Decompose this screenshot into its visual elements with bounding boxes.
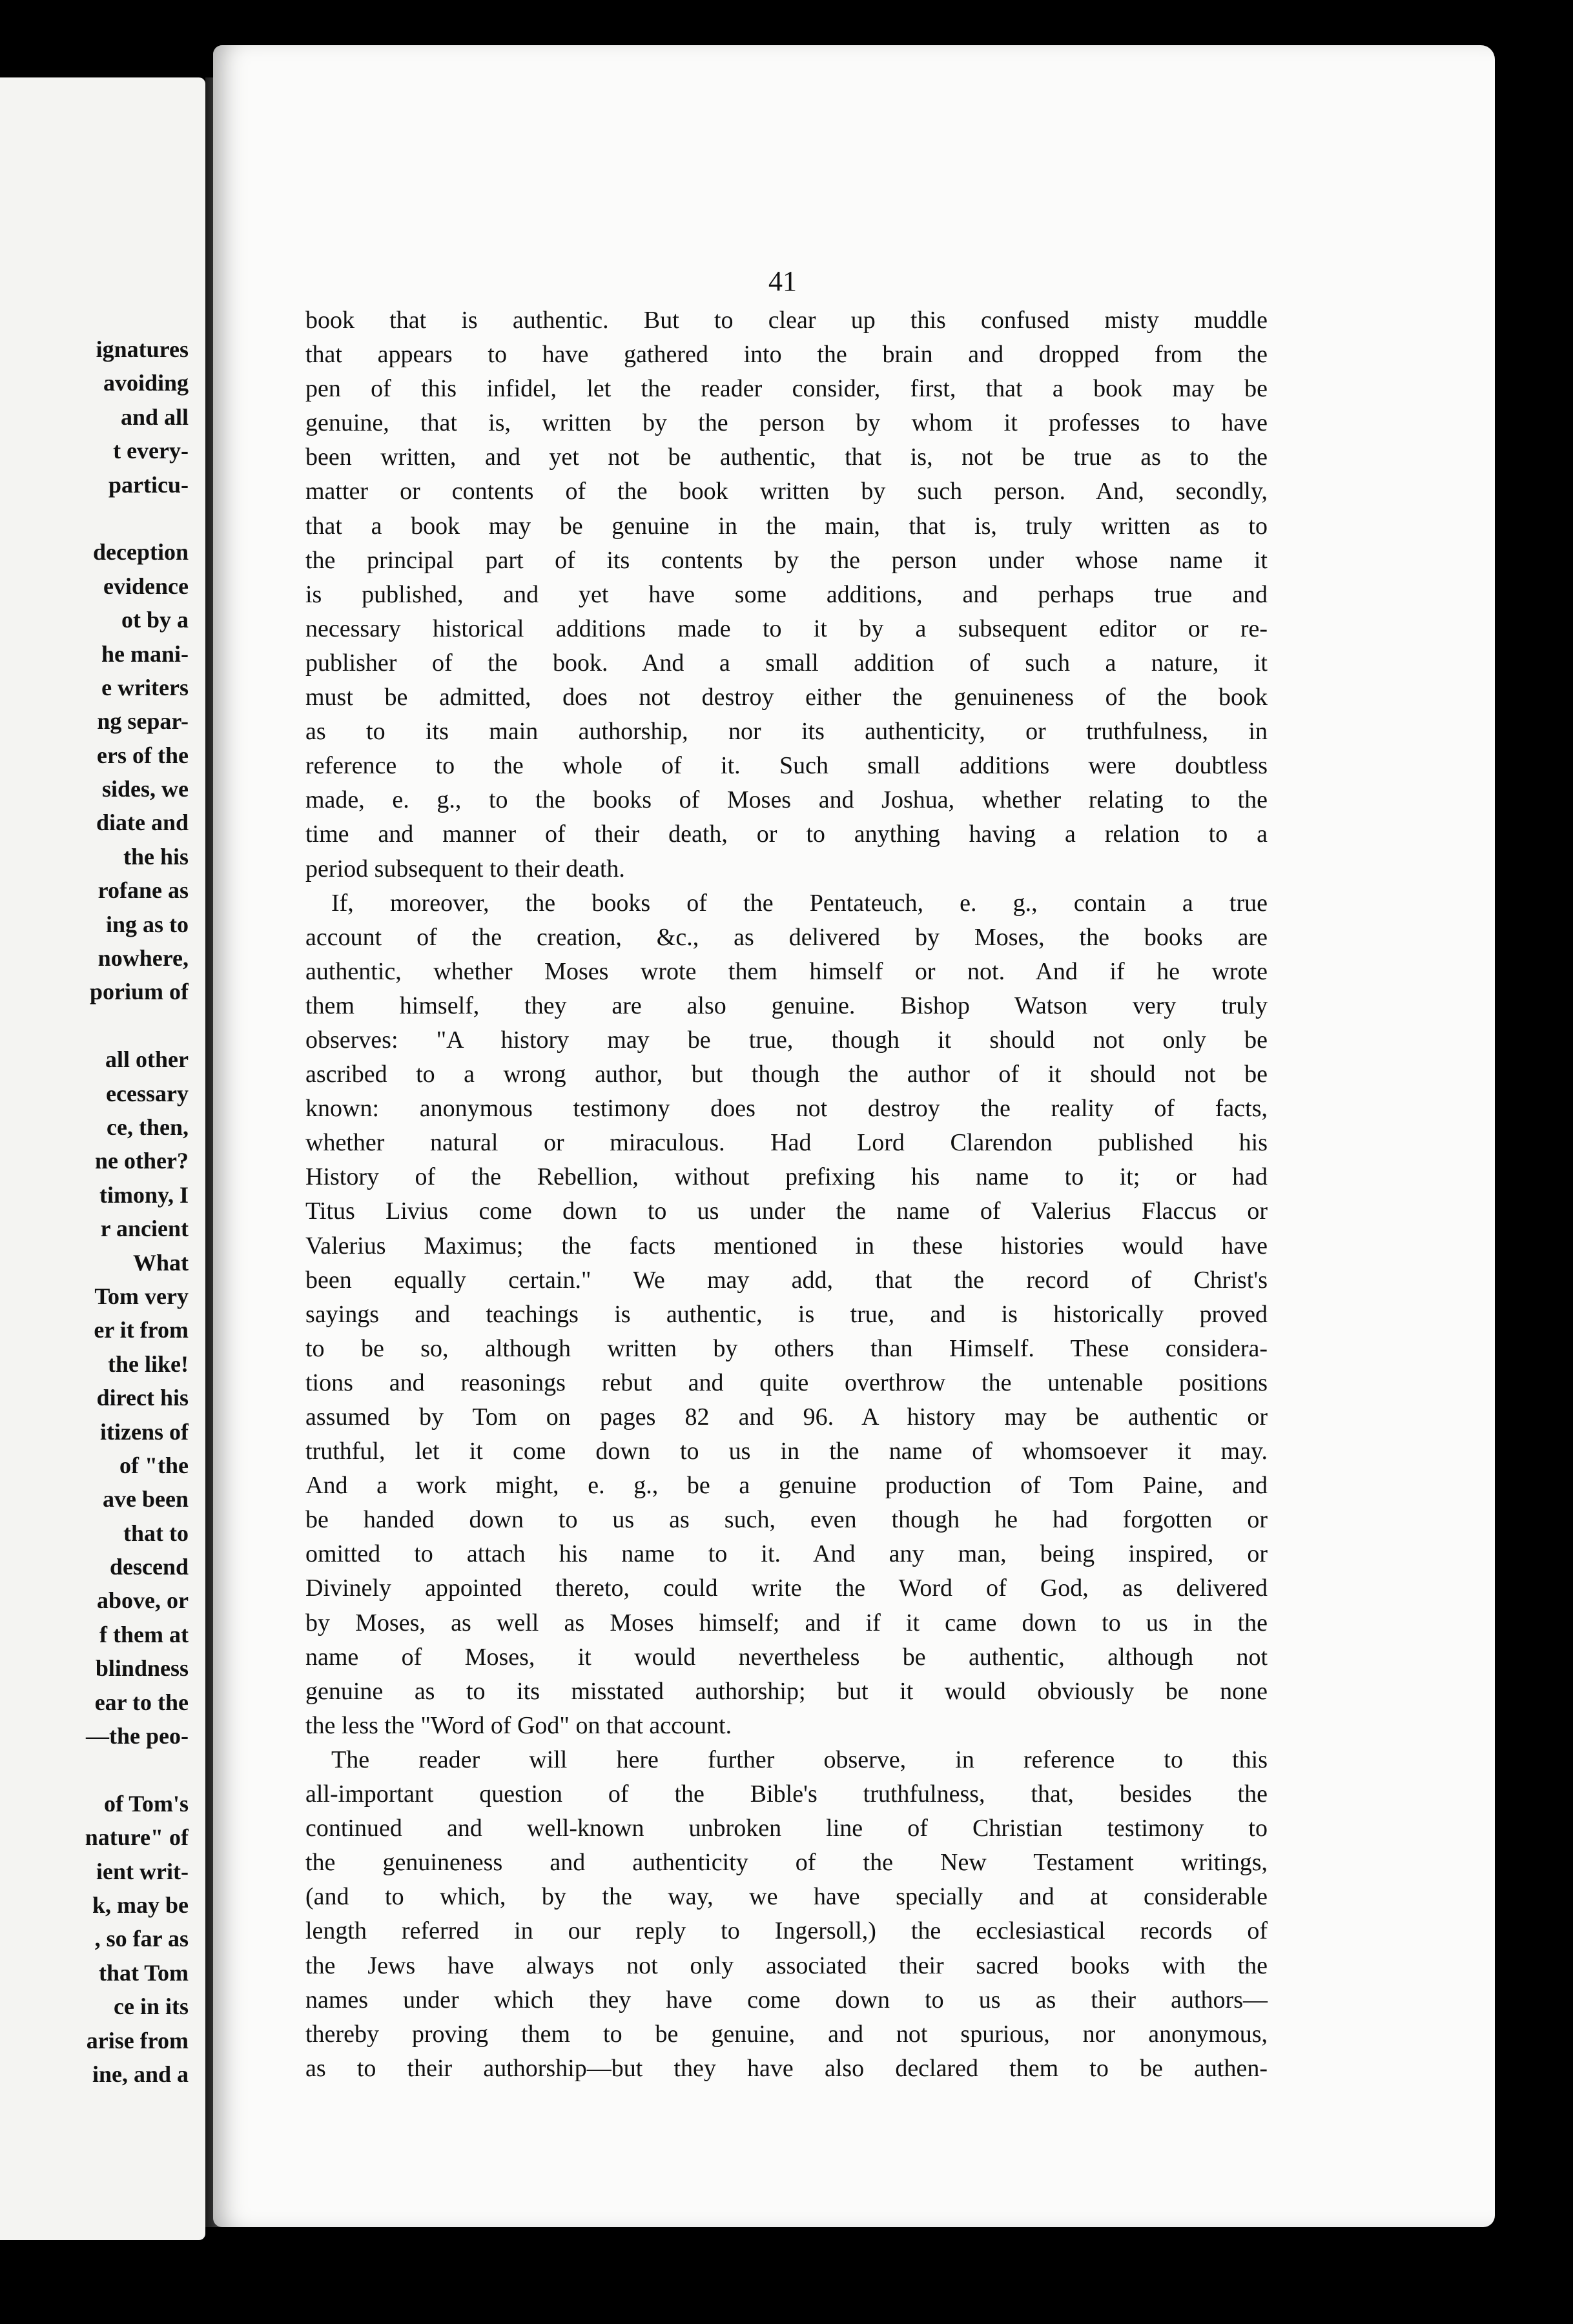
left-page-line [0, 1753, 189, 1786]
text-line: tions and reasonings rebut and quite overthrow the untenable positions [305, 1369, 1268, 1396]
left-page-line: ce, then, [107, 1114, 189, 1140]
text-line: as to its main authorship, nor its authenticity, or truthfulness, in [305, 718, 1268, 746]
text-line: length referred in our reply to Ingersoll,) the ecclesiastical records of [305, 1917, 1268, 1945]
text-line: thereby proving them to be genuine, and not spurious, nor anonymous, [305, 2020, 1268, 2048]
left-page-line: that Tom [98, 1959, 189, 1986]
left-page-fragment [0, 77, 205, 2240]
text-line: known: anonymous testimony does not destroy the reality of facts, [305, 1095, 1268, 1123]
text-line: been equally certain." We may add, that the record of Christ's [305, 1266, 1268, 1294]
left-page-line: arise from [86, 2027, 189, 2054]
text-line: publisher of the book. And a small addition of such a nature, it [305, 649, 1268, 677]
text-line: necessary historical additions made to it by a subsequent editor or re- [305, 615, 1268, 642]
text-line: genuine, that is, written by the person by whom it professes to have [305, 409, 1268, 437]
left-page-line: nowhere, [98, 945, 189, 972]
left-page-line: ear to the [94, 1689, 189, 1715]
text-line: Divinely appointed thereto, could write the Word of God, as delivered [305, 1575, 1268, 1602]
left-page-line: k, may be [92, 1891, 189, 1918]
text-line: the genuineness and authenticity of the New Testament writings, [305, 1849, 1268, 1877]
text-line: genuine as to its misstated authorship; but it would obviously be none [305, 1677, 1268, 1705]
left-page-line: f them at [99, 1621, 189, 1647]
text-line: Titus Livius come down to us under the name of Valerius Flaccus or [305, 1198, 1268, 1225]
text-line: name of Moses, it would nevertheless be authentic, although not [305, 1643, 1268, 1671]
left-page-line: r ancient [100, 1216, 189, 1242]
text-line: as to their authorship—but they have also declared them to be authen- [305, 2054, 1268, 2082]
left-page-line: of Tom's [103, 1790, 189, 1817]
left-page-line: ot by a [121, 607, 189, 633]
text-line: the less the "Word of God" on that account. [305, 1711, 732, 1739]
left-page-line: ine, and a [92, 2061, 189, 2087]
left-page-line: diate and [96, 810, 189, 836]
text-line: pen of this infidel, let the reader consider, first, that a book may be [305, 375, 1268, 403]
left-page-line: direct his [96, 1385, 189, 1411]
text-line: sayings and teachings is authentic, is true, and is historically proved [305, 1300, 1268, 1328]
text-line: is published, and yet have some additions, and perhaps true and [305, 580, 1268, 608]
left-page-line: particu- [108, 471, 189, 498]
text-line: period subsequent to their death. [305, 855, 625, 882]
left-page-line: itizens of [100, 1418, 189, 1445]
text-line: by Moses, as well as Moses himself; and if it came down to us in the [305, 1609, 1268, 1636]
left-page-line: all other [105, 1046, 189, 1073]
text-line: Valerius Maximus; the facts mentioned in these histories would have [305, 1232, 1268, 1259]
text-line: been written, and yet not be authentic, that is, not be true as to the [305, 443, 1268, 471]
text-line: made, e. g., to the books of Moses and Joshua, whether relating to the [305, 786, 1268, 814]
left-page-line: sides, we [102, 776, 189, 802]
text-line: account of the creation, &c., as delivered by Moses, the books are [305, 923, 1268, 951]
left-page-line [0, 1009, 189, 1043]
text-line: names under which they have come down to us as their authors— [305, 1986, 1268, 2013]
left-page-line: and all [120, 403, 189, 430]
text-line: If, moreover, the books of the Pentateuch, e. g., contain a true [331, 889, 1268, 917]
text-line: matter or contents of the book written by such person. And, secondly, [305, 478, 1268, 505]
body-text [305, 303, 1268, 2086]
left-page-line: descend [109, 1554, 189, 1580]
text-line: continued and well-known unbroken line of Christian testimony to [305, 1815, 1268, 1842]
text-line: the principal part of its contents by the person under whose name it [305, 546, 1268, 574]
text-line: The reader will here further observe, in reference to this [331, 1746, 1268, 1773]
left-page-line: er it from [94, 1317, 189, 1343]
left-page-line: he mani- [101, 640, 189, 667]
left-page-line: ecessary [106, 1080, 189, 1106]
left-page-line: of "the [119, 1452, 189, 1478]
left-page-line: blindness [95, 1655, 189, 1682]
left-page-line: avoiding [103, 370, 189, 396]
left-page-line: rofane as [98, 877, 189, 904]
left-page-line: nature" of [85, 1824, 189, 1851]
left-page-line: What [132, 1249, 189, 1276]
text-line: that appears to have gathered into the brain and dropped from the [305, 341, 1268, 369]
text-line: that a book may be genuine in the main, that is, truly written as to [305, 512, 1268, 540]
left-page-line: evidence [103, 573, 189, 599]
text-line: ascribed to a wrong author, but though the author of it should not be [305, 1061, 1268, 1088]
page-number: 41 [768, 265, 797, 297]
left-page-line: ing as to [105, 911, 189, 937]
left-page-line: ient writ- [96, 1858, 189, 1884]
left-page-line: ce in its [114, 1993, 189, 2020]
text-line: (and to which, by the way, we have specially and at considerable [305, 1883, 1268, 1911]
left-page-line: ave been [103, 1486, 189, 1513]
left-page-line: —the peo- [86, 1723, 189, 1749]
left-page-line [0, 502, 189, 535]
text-line: all-important question of the Bible's truthfulness, that, besides the [305, 1780, 1268, 1808]
left-page-line: ers of the [97, 742, 189, 768]
left-page-line: Tom very [94, 1283, 189, 1309]
text-line: must be admitted, does not destroy either the genuineness of the book [305, 684, 1268, 711]
text-line: be handed down to us as such, even though he had forgotten or [305, 1506, 1268, 1534]
left-page-line: above, or [97, 1587, 189, 1614]
left-page-line: the like! [108, 1351, 189, 1377]
text-line: whether natural or miraculous. Had Lord Clarendon published his [305, 1129, 1268, 1157]
left-page-line: ne other? [95, 1148, 189, 1174]
left-page-line: ignatures [96, 336, 189, 362]
left-page-text [0, 332, 189, 2091]
left-page-line: ng separ- [97, 708, 189, 735]
text-line: to be so, although written by others than Himself. These considera- [305, 1334, 1268, 1362]
left-page-line: t every- [113, 438, 189, 464]
text-line: book that is authentic. But to clear up this confused misty muddle [305, 307, 1268, 334]
left-page-line: e writers [101, 674, 189, 700]
left-page-line: , so far as [94, 1926, 189, 1952]
text-line: them himself, they are also genuine. Bishop Watson very truly [305, 992, 1268, 1019]
left-page-line: timony, I [99, 1181, 189, 1208]
text-line: assumed by Tom on pages 82 and 96. A history may be authentic or [305, 1403, 1268, 1431]
text-line: time and manner of their death, or to anything having a relation to a [305, 821, 1268, 848]
text-line: the Jews have always not only associated their sacred books with the [305, 1952, 1268, 1979]
left-page-line: that to [123, 1520, 189, 1546]
text-line: History of the Rebellion, without prefixing his name to it; or had [305, 1163, 1268, 1191]
text-line: observes: "A history may be true, though it should not only be [305, 1026, 1268, 1054]
left-page-line: deception [93, 539, 189, 566]
text-line: truthful, let it come down to us in the name of whomsoever it may. [305, 1438, 1268, 1465]
left-page-line: porium of [90, 979, 189, 1005]
text-line: omitted to attach his name to it. And any man, being inspired, or [305, 1540, 1268, 1568]
text-line: reference to the whole of it. Such small additions were doubtless [305, 752, 1268, 780]
text-line: authentic, whether Moses wrote them himself or not. And if he wrote [305, 957, 1268, 985]
left-page-line: the his [123, 843, 189, 870]
text-line: And a work might, e. g., be a genuine production of Tom Paine, and [305, 1472, 1268, 1500]
